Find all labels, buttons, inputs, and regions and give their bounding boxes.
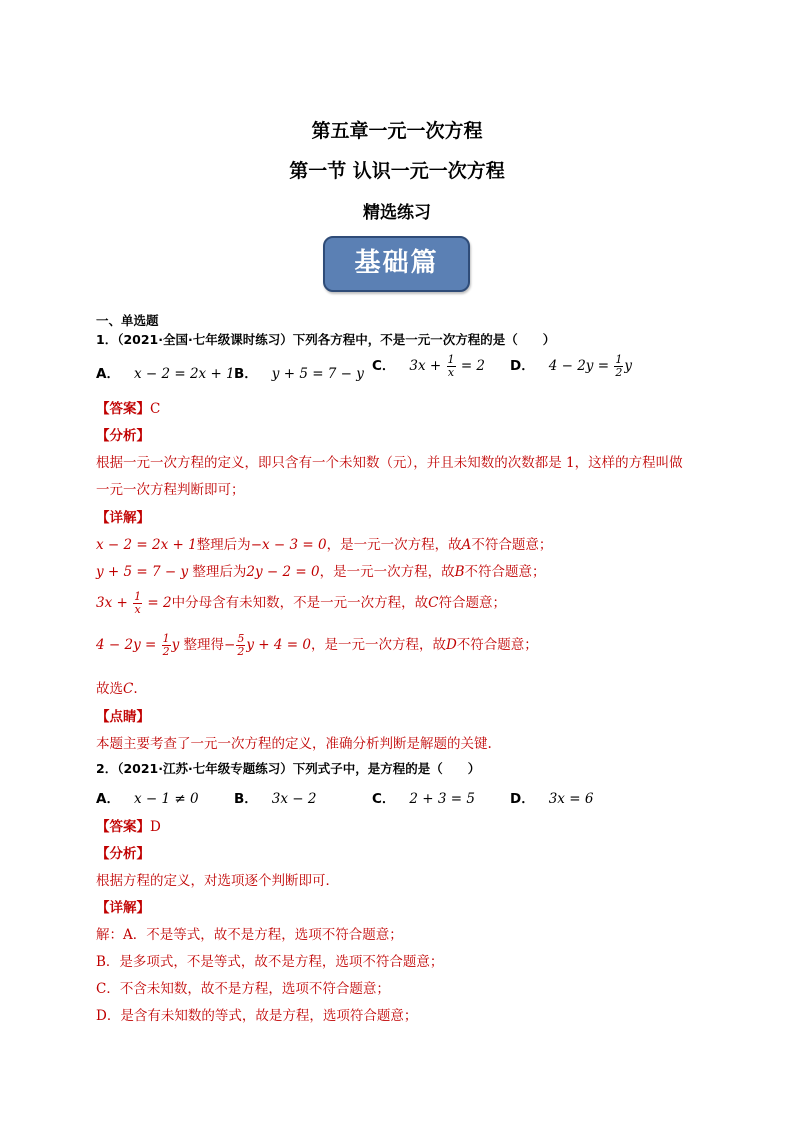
option-label: C． [372, 791, 396, 807]
q1-analysis-line2: 一元一次方程判断即可； [96, 482, 245, 498]
option-letter: B [454, 564, 465, 580]
option-label: D． [510, 358, 535, 374]
q2-detail-tag: 【详解】 [96, 900, 150, 916]
q2-option-a [96, 787, 199, 807]
q1-option-b [234, 362, 364, 382]
detail-text: 不符合题意； [456, 637, 538, 653]
q1-analysis-line1: 根据一元一次方程的定义，即只含有一个未知数（元），并且未知数的次数都是 1，这样的方程叫做 [96, 455, 683, 471]
q1-answer [96, 397, 160, 417]
option-label: A． [96, 366, 120, 382]
math-expression: x − 2 = 2x + 1 [96, 537, 197, 553]
denominator: 2 [237, 645, 245, 658]
q2-detail-line4: D．是含有未知数的等式，故是方程，选项符合题意； [96, 1008, 418, 1024]
q1-choose [96, 677, 138, 697]
q1-stem: 1．（2021·全国·七年级课时练习）下列各方程中，不是一元一次方程的是（ ） [96, 332, 556, 347]
q1-analysis-tag: 【分析】 [96, 428, 150, 444]
detail-text: 整理后为 [196, 537, 251, 553]
q2-answer [96, 815, 161, 835]
q2-option-b [234, 787, 316, 807]
math-expression: − [224, 637, 236, 653]
math-expression: = 2 [147, 595, 172, 611]
fraction [236, 633, 245, 658]
q2-stem: 2．（2021·江苏·七年级专题练习）下列式子中，是方程的是（ ） [96, 761, 481, 776]
math-expression: 2y − 2 = 0 [246, 564, 320, 580]
math-expression: y + 5 = 7 − y [96, 564, 189, 580]
q1-detail-line1 [96, 533, 552, 553]
math-expression: −x − 3 = 0 [250, 537, 327, 553]
detail-text: 不符合题意； [464, 564, 546, 580]
option-letter: C [123, 681, 134, 697]
numerator: 1 [447, 353, 455, 366]
option-label: B． [234, 366, 258, 382]
answer-value: C [150, 401, 161, 417]
q1-detail-line4 [96, 633, 538, 658]
numerator: 1 [162, 632, 170, 645]
fraction [133, 591, 142, 616]
option-expression: x − 1 ≠ 0 [133, 791, 199, 807]
numerator: 5 [237, 632, 245, 645]
q1-detail-line3 [96, 591, 506, 616]
chapter-title: 第五章一元一次方程 [311, 120, 483, 142]
fraction [162, 633, 171, 658]
q2-analysis-tag: 【分析】 [96, 846, 150, 862]
detail-text: 整理得 [183, 637, 225, 653]
q1-comment-tag: 【点睛】 [96, 709, 150, 725]
detail-text: ，是一元一次方程，故 [310, 637, 446, 653]
option-label: C． [372, 358, 396, 374]
answer-tag: 【答案】 [96, 819, 150, 835]
q2-detail-line1: 解：A．不是等式，故不是方程，选项不符合题意； [96, 927, 403, 943]
option-label: A． [96, 791, 120, 807]
denominator: 2 [162, 645, 170, 658]
q1-option-d [510, 354, 632, 379]
option-label: B． [234, 791, 258, 807]
detail-text: ，是一元一次方程，故 [326, 537, 462, 553]
numerator: 1 [134, 590, 142, 603]
detail-text: 整理后为 [192, 564, 247, 580]
detail-text: 不符合题意； [471, 537, 553, 553]
q2-option-d [510, 787, 593, 807]
option-letter: C [428, 595, 439, 611]
q2-detail-line2: B．是多项式，不是等式，故不是方程，选项不符合题意； [96, 954, 444, 970]
fraction [447, 354, 456, 379]
detail-text: 中分母含有未知数，不是一元一次方程，故 [171, 595, 429, 611]
subtitle: 精选练习 [363, 203, 431, 223]
option-letter: A [461, 537, 472, 553]
part-title: 一、单选题 [96, 313, 159, 328]
option-expression: 2 + 3 = 5 [409, 791, 475, 807]
denominator: x [447, 366, 455, 379]
option-label: D． [510, 791, 535, 807]
section-title: 第一节 认识一元一次方程 [289, 160, 505, 182]
q1-detail-tag: 【详解】 [96, 510, 150, 526]
option-letter: D [445, 637, 457, 653]
detail-text: ，是一元一次方程，故 [319, 564, 455, 580]
option-expression: 3x + [409, 358, 442, 374]
level-badge: 基础篇 [323, 236, 470, 292]
q1-comment: 本题主要考查了一元一次方程的定义，准确分析判断是解题的关键. [96, 736, 492, 752]
option-expression: 3x − 2 [271, 791, 317, 807]
q1-detail-line2 [96, 560, 546, 580]
option-expression: 4 − 2y = [548, 358, 610, 374]
answer-tag: 【答案】 [96, 401, 150, 417]
detail-text: 故选 [96, 681, 123, 697]
math-expression: 3x + [96, 595, 128, 611]
option-expression: x − 2 = 2x + 1 [133, 366, 235, 382]
denominator: 2 [615, 366, 623, 379]
fraction [614, 354, 623, 379]
numerator: 1 [615, 353, 623, 366]
q2-option-c [372, 787, 475, 807]
denominator: x [134, 603, 141, 616]
option-expression-tail: = 2 [460, 358, 486, 374]
q1-option-c [372, 354, 485, 379]
option-expression-tail: y [624, 358, 632, 374]
math-expression: 4 − 2y = [96, 637, 157, 653]
answer-value: D [150, 819, 161, 835]
q2-analysis: 根据方程的定义，对选项逐个判断即可． [96, 873, 339, 889]
option-expression: y + 5 = 7 − y [271, 366, 364, 382]
detail-text: 符合题意； [438, 595, 506, 611]
detail-text: . [133, 681, 138, 697]
q2-detail-line3: C．不含未知数，故不是方程，选项不符合题意； [96, 981, 390, 997]
math-expression: y [171, 637, 180, 653]
math-expression: y + 4 = 0 [246, 637, 311, 653]
q1-option-a [96, 362, 235, 382]
option-expression: 3x = 6 [548, 791, 594, 807]
